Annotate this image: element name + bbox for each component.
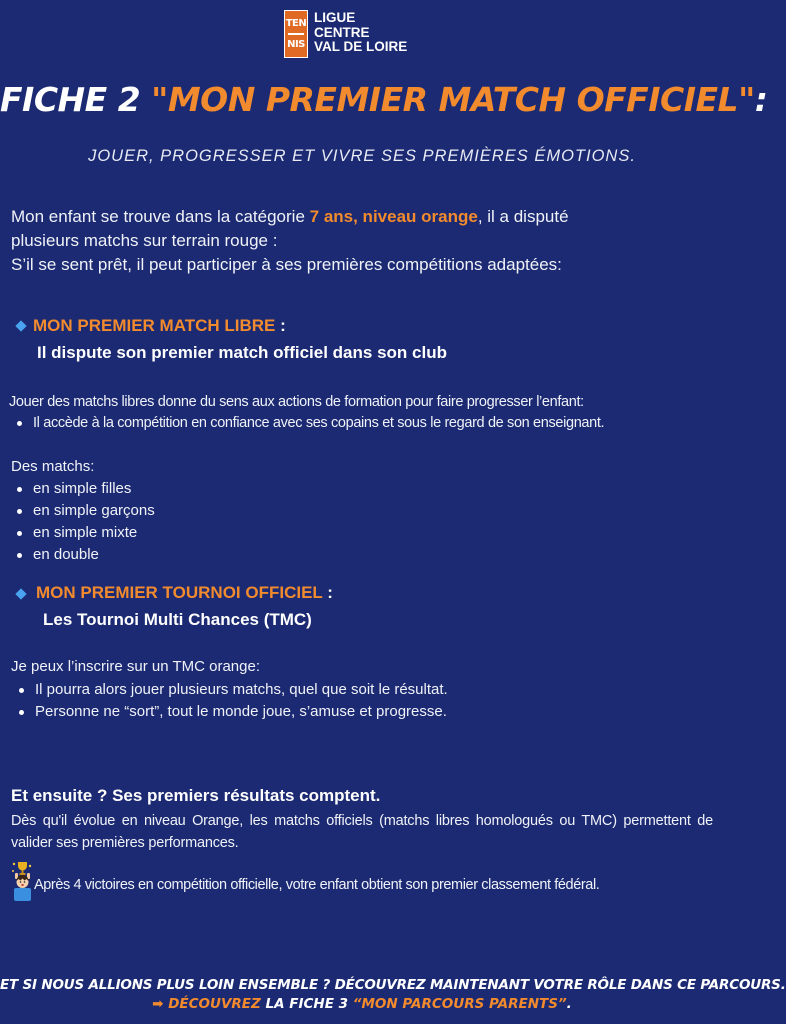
section3-heading: Et ensuite ? Ses premiers résultats comptent. [11,786,381,805]
section2-subheading: Les Tournoi Multi Chances (TMC) [43,610,312,629]
section1-heading-text: MON PREMIER MATCH LIBRE [33,316,276,335]
arrow-right-icon: ➡ [152,996,169,1012]
intro-part-2: , il a disputé [477,207,569,226]
diamond-bullet-icon [15,588,26,599]
logo-badge-bottom: NIS [287,38,305,50]
section1-heading [33,316,286,336]
section3-text: Dès qu'il évolue en niveau Orange, les matchs officiels (matchs libres homologués ou TMC) permettent de valider ses premières performances. [11,813,713,851]
footer-cta: ET SI NOUS ALLIONS PLUS LOIN ENSEMBLE ? DÉCOUVREZ MAINTENANT VOTRE RÔLE DANS CE PARCOURS. [0,977,786,993]
page-subtitle: JOUER, PROGRESSER ET VIVRE SES PREMIÈRES ÉMOTIONS. [88,147,636,165]
section1-lead: Jouer des matchs libres donne du sens aux actions de formation pour faire progresser l’enfant: [9,394,584,410]
footer-link-title[interactable]: “MON PARCOURS PARENTS” [352,996,567,1012]
matches-label: Des matchs: [11,458,95,475]
intro-line-1 [11,205,711,229]
title-suffix: : [754,80,768,119]
logo-divider [288,33,304,35]
logo-text [314,11,407,55]
section2-lead: Je peux l’inscrire sur un TMC orange: [11,658,260,675]
logo-line-3: VAL DE LOIRE [314,39,408,54]
intro-paragraph [11,205,711,277]
intro-part-1: Mon enfant se trouve dans la catégorie [11,207,310,226]
section2-heading-colon: : [322,583,333,602]
section1-bullets [13,412,723,434]
intro-line-3: S’il se sent prêt, il peut participer à ses premières compétitions adaptées: [11,255,562,274]
section1-subheading: Il dispute son premier match officiel dans son club [37,343,447,362]
logo-badge-top: TEN [285,18,307,30]
trophy-kid-icon [10,860,34,902]
match-type-item: en simple garçons [13,500,155,522]
section2-heading-text: MON PREMIER TOURNOI OFFICIEL [36,583,323,602]
diamond-bullet-icon [15,320,26,331]
section1-heading-colon: : [275,316,286,335]
match-type-item: en double [13,544,155,566]
intro-line-2: plusieurs matchs sur terrain rouge : [11,231,278,250]
footer-end: . [566,996,572,1012]
logo-line-2: CENTRE [314,24,370,40]
logo-line-1: LIGUE [314,10,356,25]
match-type-item: en simple filles [13,478,155,500]
section2-heading [36,583,333,603]
section1-bullet: Il accède à la compétition en confiance avec ses copains et sous le regard de son enseignant. [13,412,723,434]
footer-link-line[interactable] [0,996,724,1012]
title-highlight: "MON PREMIER MATCH OFFICIEL" [151,80,755,119]
title-prefix: FICHE 2 [0,80,152,119]
section2-bullets [15,679,448,723]
section2-bullet: Personne ne “sort”, tout le monde joue, s’amuse et progresse. [15,701,448,723]
section2-bullet: Il pourra alors jouer plusieurs matchs, quel que soit le résultat. [15,679,448,701]
footer-middle: LA FICHE 3 [260,996,353,1012]
tennis-logo-badge [284,10,308,58]
match-type-item: en simple mixte [13,522,155,544]
matches-list [13,478,155,566]
page-title [0,80,768,119]
achievement-text: Après 4 victoires en compétition officielle, votre enfant obtient son premier classement fédéral. [34,877,600,893]
footer-link-word[interactable]: DÉCOUVREZ [168,996,261,1012]
intro-highlight: 7 ans, niveau orange [309,207,478,226]
